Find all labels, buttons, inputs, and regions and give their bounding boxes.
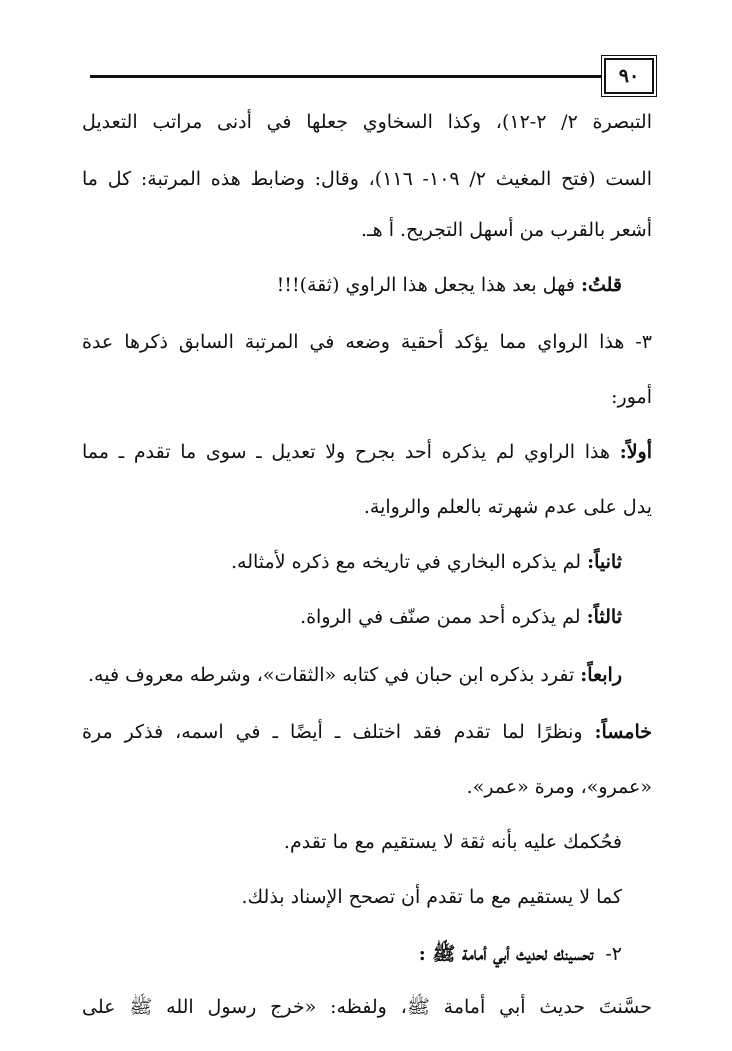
text-line-1: التبصرة ٢/ ٢-١٢)، وكذا السخاوي جعلها في أدنى مراتب التعديل (82, 111, 652, 133)
second-label: ثانياً: (587, 551, 622, 573)
section-heading (419, 940, 622, 969)
qultu-label: قلتُ: (580, 274, 622, 296)
text-line-4 (277, 271, 622, 300)
text-line-6: أمور: (611, 386, 652, 408)
text-line-15: كما لا يستقيم مع ما تقدم أن تصحح الإسناد بذلك. (241, 886, 622, 908)
text-line-13: «عمرو»، ومرة «عمر». (466, 776, 652, 798)
page-number: ٩٠ (604, 58, 654, 94)
text-line-12-body: ونظرًا لما تقدم فقد اختلف ـ أيضًا ـ في اسمه، فذكر مرة (82, 721, 595, 743)
text-line-2: الست (فتح المغيث ٢/ ١٠٩- ١١٦)، وقال: وضابط هذه المرتبة: كل ما (82, 168, 652, 190)
fourth-label: رابعاً: (580, 664, 622, 686)
text-line-7 (82, 438, 652, 467)
text-line-9 (231, 548, 622, 577)
fifth-label: خامساً: (594, 721, 652, 743)
text-line-8: يدل على عدم شهرته بالعلم والرواية. (363, 496, 652, 518)
third-label: ثالثاً: (586, 606, 622, 628)
text-line-5: ٣- هذا الرواي مما يؤكد أحقية وضعه في المرتبة السابق ذكرها عدة (82, 331, 652, 353)
section-title: تحسينك لحديث أبي أمامة ﷺ : (418, 943, 594, 965)
text-line-3: أشعر بالقرب من أسهل التجريح. أ هـ. (361, 219, 652, 241)
text-line-17: حسَّنتَ حديث أبي أمامة ﷺ، ولفظه: «خرج رسول الله ﷺ على (82, 996, 652, 1018)
text-line-10 (300, 603, 622, 632)
text-line-7-body: هذا الراوي لم يذكره أحد بجرح ولا تعديل ـ سوى ما تقدم ـ مما (82, 441, 620, 463)
text-line-4-body: فهل بعد هذا يجعل هذا الراوي (ثقة)!!! (276, 274, 581, 296)
text-line-11-body: تفرد بذكره ابن حبان في كتابه «الثقات»، وشرطه معروف فيه. (87, 664, 581, 686)
text-line-9-body: لم يذكره البخاري في تاريخه مع ذكره لأمثاله. (231, 551, 588, 573)
section-number: ٢- (605, 943, 622, 965)
text-line-11 (88, 661, 622, 690)
text-line-10-body: لم يذكره أحد ممن صنّف في الرواة. (300, 606, 587, 628)
text-line-14: فحُكمك عليه بأنه ثقة لا يستقيم مع ما تقدم. (283, 831, 622, 853)
text-line-12 (82, 718, 652, 747)
header-rule (90, 75, 602, 78)
first-label: أولاً: (619, 441, 652, 463)
